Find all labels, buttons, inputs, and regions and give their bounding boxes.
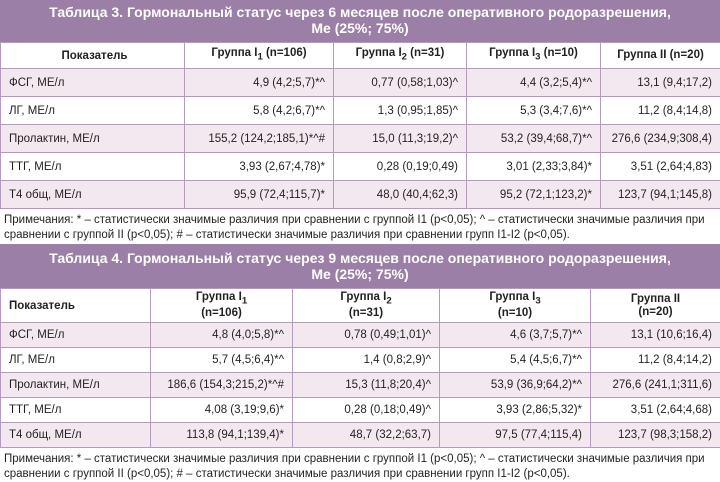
header-group-2: Группа II (n=20) [591, 289, 720, 323]
table3 [0, 42, 720, 209]
table-row [1, 398, 720, 423]
header-group-1-3: Группа $I_3$ (n=10) [440, 289, 591, 323]
cell-group-1-1: 3,93 (2,67;4,78)* [185, 153, 334, 181]
cell-group-1-3: 5,3 (3,4;7,6)*^ [467, 97, 601, 125]
cell-group-2: 276,6 (234,9;308,4) [601, 125, 720, 153]
row-label: ЛГ, МЕ/л [1, 97, 185, 125]
cell-group-1-3: 95,2 (72,1;123,2)* [467, 181, 601, 209]
cell-group-2: 13,1 (9,4;17,2) [601, 69, 720, 97]
cell-group-1-1: 5,8 (4,2;6,7)*^ [185, 97, 334, 125]
cell-group-1-2: 1,4 (0,8;2,9)^ [293, 348, 440, 373]
cell-group-1-2: 0,78 (0,49;1,01)^ [293, 323, 440, 348]
table-row [1, 153, 720, 181]
row-label: Пролактин, МЕ/л [1, 125, 185, 153]
cell-group-1-1: 4,8 (4,0;5,8)*^ [151, 323, 293, 348]
header-group-1-1: Группа $I_1$ (n=106) [185, 43, 334, 69]
table4 [0, 288, 720, 448]
cell-group-1-2: 1,3 (0,95;1,85)^ [334, 97, 467, 125]
cell-group-1-1: 4,9 (4,2;5,7)*^ [185, 69, 334, 97]
cell-group-1-3: 3,93 (2,86;5,32)* [440, 398, 591, 423]
table-row [1, 125, 720, 153]
table3-note: Примечания: * – статистически значимые различия при сравнении с группой I1 (p<0,05); ^ – статистически значимые различия при сравнении с группой II (p<0,05); # – статистически значимые различия при сравнении групп I1-I2 (p<0,05). [0, 209, 720, 243]
cell-group-1-3: 4,6 (3,7;5,7)*^ [440, 323, 591, 348]
cell-group-2: 11,2 (8,4;14,8) [601, 97, 720, 125]
cell-group-1-3: 97,5 (77,4;115,4) [440, 423, 591, 448]
table3-title [0, 0, 720, 42]
cell-group-2: 276,6 (241,1;311,6) [591, 373, 720, 398]
cell-group-2: 3,51 (2,64;4,83) [601, 153, 720, 181]
cell-group-1-1: 113,8 (94,1;139,4)* [151, 423, 293, 448]
header-group-1-3: Группа $I_3$ (n=10) [467, 43, 601, 69]
cell-group-1-1: 5,7 (4,5;6,4)*^ [151, 348, 293, 373]
table3-header-row [1, 43, 720, 69]
cell-group-2: 3,51 (2,64;4,68) [591, 398, 720, 423]
header-indicator: Показатель [1, 289, 151, 323]
row-label: Т4 общ, МЕ/л [1, 181, 185, 209]
cell-group-2: 123,7 (94,1;145,8) [601, 181, 720, 209]
table-row [1, 97, 720, 125]
row-label: Т4 общ, МЕ/л [1, 423, 151, 448]
table3-title-line1: Таблица 3. Гормональный статус через 6 месяцев после оперативного родоразрешения, [20, 4, 700, 20]
cell-group-1-2: 48,0 (40,4;62,3) [334, 181, 467, 209]
table3-title-line2: Ме (25%; 75%) [20, 20, 700, 36]
table4-note: Примечания: * – статистически значимые различия при сравнении с группой I1 (p<0,05); ^ – статистически значимые различия при сравнении с группой II (p<0,05); # – статистически значимые различия при сравнении групп I1-I2 (p<0,05). [0, 448, 720, 482]
table4-title-line1: Таблица 4. Гормональный статус через 9 месяцев после оперативного родоразрешения, [20, 250, 700, 266]
header-group-1-1: Группа $I_1$ (n=106) [151, 289, 293, 323]
cell-group-1-2: 0,28 (0,19;0,49) [334, 153, 467, 181]
table-row [1, 373, 720, 398]
cell-group-1-1: 95,9 (72,4;115,7)* [185, 181, 334, 209]
table-row [1, 423, 720, 448]
cell-group-1-1: 155,2 (124,2;185,1)*^# [185, 125, 334, 153]
cell-group-1-3: 53,9 (36,9;64,2)*^ [440, 373, 591, 398]
cell-group-2: 123,7 (98,3;158,2) [591, 423, 720, 448]
table4-title [0, 244, 720, 288]
header-group-1-2: Группа $I_2$ (n=31) [293, 289, 440, 323]
cell-group-1-3: 5,4 (4,5;6,7)*^ [440, 348, 591, 373]
row-label: Пролактин, МЕ/л [1, 373, 151, 398]
header-group-2: Группа II (n=20) [601, 43, 720, 69]
cell-group-1-3: 3,01 (2,33;3,84)* [467, 153, 601, 181]
table-row [1, 181, 720, 209]
cell-group-1-2: 48,7 (32,2;63,7) [293, 423, 440, 448]
cell-group-1-2: 15,3 (11,8;20,4)^ [293, 373, 440, 398]
cell-group-1-1: 186,6 (154,3;215,2)*^# [151, 373, 293, 398]
cell-group-2: 13,1 (10,6;16,4) [591, 323, 720, 348]
cell-group-1-2: 0,28 (0,18;0,49)^ [293, 398, 440, 423]
cell-group-1-3: 4,4 (3,2;5,4)*^ [467, 69, 601, 97]
row-label: ЛГ, МЕ/л [1, 348, 151, 373]
row-label: ФСГ, МЕ/л [1, 69, 185, 97]
header-group-1-2: Группа $I_2$ (n=31) [334, 43, 467, 69]
row-label: ТТГ, МЕ/л [1, 398, 151, 423]
row-label: ТТГ, МЕ/л [1, 153, 185, 181]
table4-title-line2: Ме (25%; 75%) [20, 266, 700, 282]
table-row [1, 348, 720, 373]
cell-group-1-2: 15,0 (11,3;19,2)^ [334, 125, 467, 153]
header-indicator: Показатель [1, 43, 185, 69]
cell-group-1-2: 0,77 (0,58;1,03)^ [334, 69, 467, 97]
cell-group-1-3: 53,2 (39,4;68,7)*^ [467, 125, 601, 153]
table4-block [0, 244, 720, 482]
table4-header-row [1, 289, 720, 323]
table-row [1, 323, 720, 348]
table-row [1, 69, 720, 97]
row-label: ФСГ, МЕ/л [1, 323, 151, 348]
cell-group-1-1: 4,08 (3,19;9,6)* [151, 398, 293, 423]
cell-group-2: 11,2 (8,4;14,2) [591, 348, 720, 373]
